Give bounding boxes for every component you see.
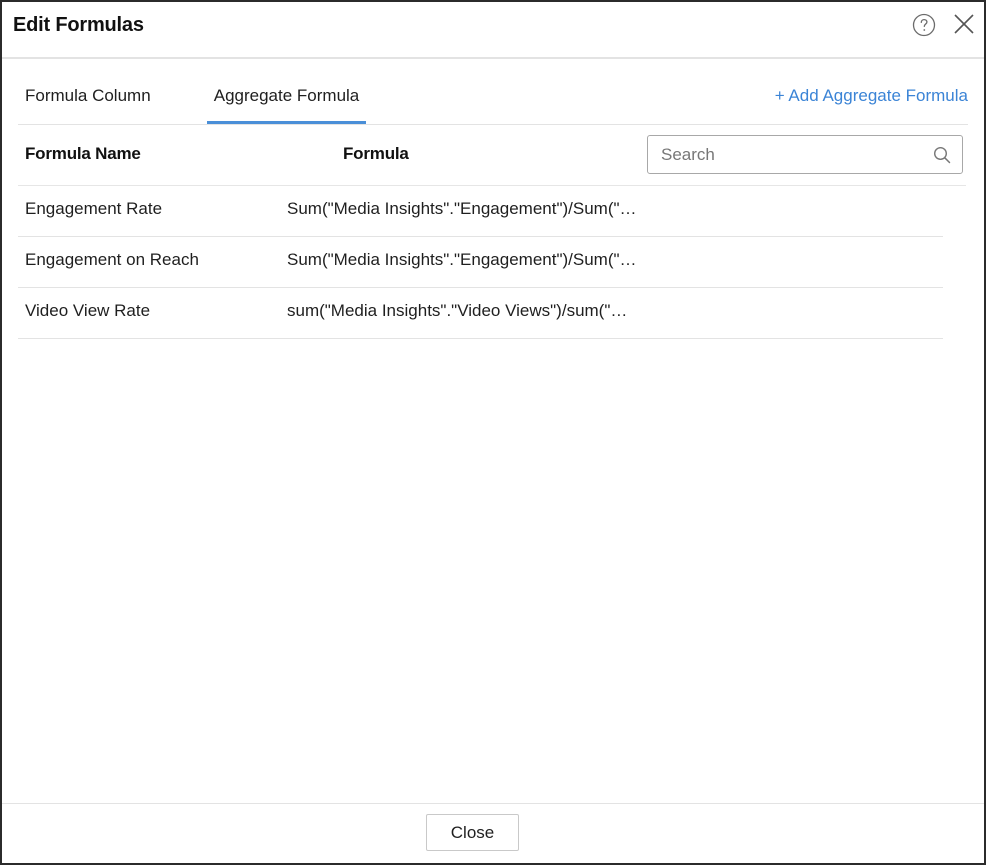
table-row[interactable] [18,288,943,339]
formula-cell: Sum("Media Insights"."Engagement")/Sum("… [287,250,637,269]
search-input[interactable] [648,136,928,173]
table-row[interactable] [18,186,943,237]
formula-name-cell: Engagement on Reach [25,250,199,269]
tab-formula-column[interactable]: Formula Column [25,86,151,105]
close-icon[interactable] [952,12,976,36]
help-icon[interactable] [912,13,936,37]
tab-aggregate-formula[interactable] [207,60,366,124]
tab-aggregate-formula-label: Aggregate Formula [213,86,360,105]
column-header-formula-name: Formula Name [25,144,141,163]
footer-divider [2,803,984,804]
close-button[interactable]: Close [426,814,519,851]
search-icon[interactable] [933,146,951,164]
formula-name-cell: Video View Rate [25,301,151,320]
tabs-divider [18,124,968,125]
add-aggregate-formula-link[interactable]: + Add Aggregate Formula [774,86,968,105]
search-box [647,135,963,174]
dialog-header [2,2,984,59]
table-row[interactable] [18,237,943,288]
formula-tabs [2,60,984,124]
column-header-formula: Formula [343,144,409,163]
formula-cell: Sum("Media Insights"."Engagement")/Sum("… [287,199,637,218]
dialog-title: Edit Formulas [13,14,144,36]
formula-cell: sum("Media Insights"."Video Views")/sum("… [287,301,628,320]
formula-name-cell: Engagement Rate [25,199,163,218]
